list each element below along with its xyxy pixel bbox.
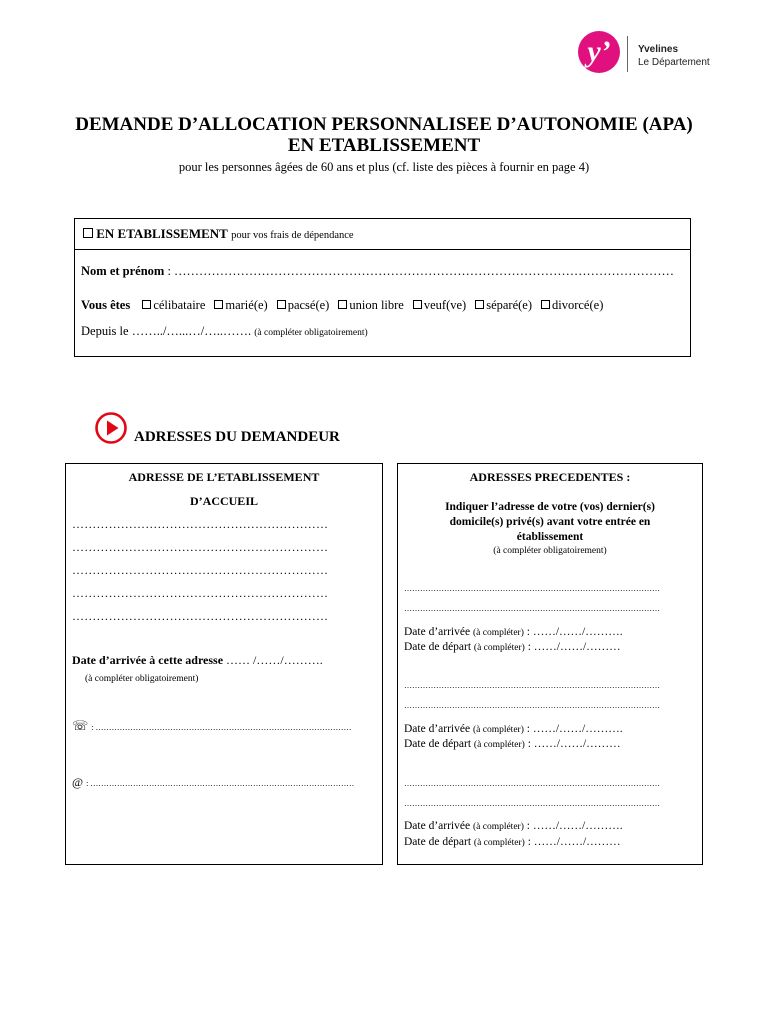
logo-divider bbox=[627, 36, 628, 72]
arrival-label: Date d’arrivée bbox=[404, 723, 471, 735]
departure-date-field[interactable]: : ……/……/……… bbox=[527, 641, 621, 653]
establishment-title-2: D’ACCUEIL bbox=[189, 494, 258, 508]
address-line[interactable]: ……………………………………………………… bbox=[72, 586, 329, 600]
previous-address-line[interactable]: …………………………………………………………………………………… bbox=[404, 681, 660, 690]
status-option[interactable] bbox=[214, 298, 267, 312]
address-line[interactable]: ……………………………………………………… bbox=[72, 609, 329, 623]
departure-label: Date de départ bbox=[404, 836, 472, 848]
status-checkbox[interactable] bbox=[413, 300, 422, 309]
email-symbol: @ bbox=[72, 775, 84, 789]
establishment-address-box bbox=[65, 463, 383, 865]
departure-label: Date de départ bbox=[404, 738, 472, 750]
status-checkbox[interactable] bbox=[277, 300, 286, 309]
arrival-date-field[interactable]: : ……/……/………. bbox=[526, 820, 623, 832]
arrival-date-field[interactable]: : ……/……/………. bbox=[526, 723, 623, 735]
status-option[interactable] bbox=[413, 298, 466, 312]
departure-date-field[interactable]: : ……/……/……… bbox=[527, 836, 621, 848]
status-option-label: pacsé(e) bbox=[287, 298, 330, 312]
etablissement-label: EN ETABLISSEMENT bbox=[96, 226, 228, 241]
arrival-note: (à compléter obligatoirement) bbox=[85, 674, 199, 684]
previous-address-line[interactable]: …………………………………………………………………………………… bbox=[404, 584, 660, 593]
date-note: (à compléter) bbox=[473, 740, 525, 750]
phone-icon: ☏ bbox=[72, 719, 89, 734]
previous-address-line[interactable]: …………………………………………………………………………………… bbox=[404, 799, 660, 808]
instruction-note: (à compléter obligatoirement) bbox=[493, 546, 607, 556]
address-line[interactable]: ……………………………………………………… bbox=[72, 517, 329, 531]
status-checkbox[interactable] bbox=[214, 300, 223, 309]
page-title-line1: DEMANDE D’ALLOCATION PERSONNALISEE D’AUTONOMIE (APA) bbox=[75, 114, 693, 135]
instruction-line1: Indiquer l’adresse de votre (vos) dernier(s) bbox=[445, 501, 655, 513]
etablissement-note: pour vos frais de dépendance bbox=[231, 230, 354, 241]
since-label: Depuis le bbox=[81, 324, 129, 338]
status-option[interactable] bbox=[541, 298, 603, 312]
status-checkbox[interactable] bbox=[475, 300, 484, 309]
status-option[interactable] bbox=[475, 298, 532, 312]
establishment-title-1: ADRESSE DE L’ETABLISSEMENT bbox=[128, 470, 320, 484]
status-option-label: célibataire bbox=[153, 298, 206, 312]
email-field[interactable]: : ……………………………………………………………………………………… bbox=[86, 779, 355, 788]
status-option-label: marié(e) bbox=[225, 298, 268, 312]
status-option[interactable] bbox=[338, 298, 404, 312]
status-option-label: union libre bbox=[349, 298, 404, 312]
name-label: Nom et prénom bbox=[81, 264, 165, 278]
date-note: (à compléter) bbox=[473, 838, 525, 848]
logo-letter: y’ bbox=[587, 35, 611, 68]
etablissement-box bbox=[74, 218, 691, 250]
page-subtitle: pour les personnes âgées de 60 ans et plus (cf. liste des pièces à fournir en page 4) bbox=[178, 160, 590, 174]
date-note: (à compléter) bbox=[472, 822, 524, 832]
address-line[interactable]: ……………………………………………………… bbox=[72, 540, 329, 554]
logo-subtitle: Le Département bbox=[638, 57, 710, 68]
date-note: (à compléter) bbox=[473, 643, 525, 653]
arrival-label: Date d’arrivée à cette adresse bbox=[72, 653, 224, 667]
since-note: (à compléter obligatoirement) bbox=[254, 328, 368, 338]
status-label: Vous êtes bbox=[81, 298, 131, 312]
address-line[interactable]: ……………………………………………………… bbox=[72, 563, 329, 577]
date-note: (à compléter) bbox=[472, 628, 524, 638]
arrival-field[interactable]: …… /……/………. bbox=[226, 653, 323, 667]
status-option-label: séparé(e) bbox=[486, 298, 532, 312]
departure-label: Date de départ bbox=[404, 641, 472, 653]
status-checkbox[interactable] bbox=[541, 300, 550, 309]
previous-addresses-box bbox=[397, 463, 703, 865]
previous-address-line[interactable]: …………………………………………………………………………………… bbox=[404, 701, 660, 710]
arrival-date-field[interactable]: : ……/……/………. bbox=[526, 626, 623, 638]
status-option[interactable] bbox=[277, 298, 330, 312]
since-field[interactable]: ……../…...…/…..……. bbox=[131, 324, 252, 338]
page-title-line2: EN ETABLISSEMENT bbox=[287, 135, 481, 156]
status-checkbox[interactable] bbox=[142, 300, 151, 309]
previous-address-line[interactable]: …………………………………………………………………………………… bbox=[404, 779, 660, 788]
name-field[interactable]: : ………………………………………………………………………………………………………… bbox=[167, 264, 675, 278]
identity-box bbox=[74, 250, 691, 357]
departure-date-field[interactable]: : ……/……/……… bbox=[527, 738, 621, 750]
etablissement-checkbox[interactable] bbox=[83, 228, 93, 238]
section-title: ADRESSES DU DEMANDEUR bbox=[134, 429, 340, 445]
status-checkbox[interactable] bbox=[338, 300, 347, 309]
arrival-label: Date d’arrivée bbox=[404, 626, 471, 638]
status-option-label: veuf(ve) bbox=[423, 298, 467, 312]
play-circle-icon bbox=[95, 412, 127, 444]
status-option-label: divorcé(e) bbox=[552, 298, 604, 312]
logo-brand: Yvelines bbox=[638, 44, 679, 55]
instruction-line2: domicile(s) privé(s) avant votre entrée en bbox=[449, 516, 651, 528]
status-option[interactable] bbox=[142, 298, 205, 312]
previous-address-line[interactable]: …………………………………………………………………………………… bbox=[404, 604, 660, 613]
instruction-line3: établissement bbox=[516, 531, 584, 543]
arrival-label: Date d’arrivée bbox=[404, 820, 471, 832]
date-note: (à compléter) bbox=[472, 725, 524, 735]
phone-field[interactable]: : …………………………………………………………………………………… bbox=[91, 723, 352, 732]
status-row bbox=[81, 298, 612, 313]
previous-title: ADRESSES PRECEDENTES : bbox=[469, 470, 631, 484]
